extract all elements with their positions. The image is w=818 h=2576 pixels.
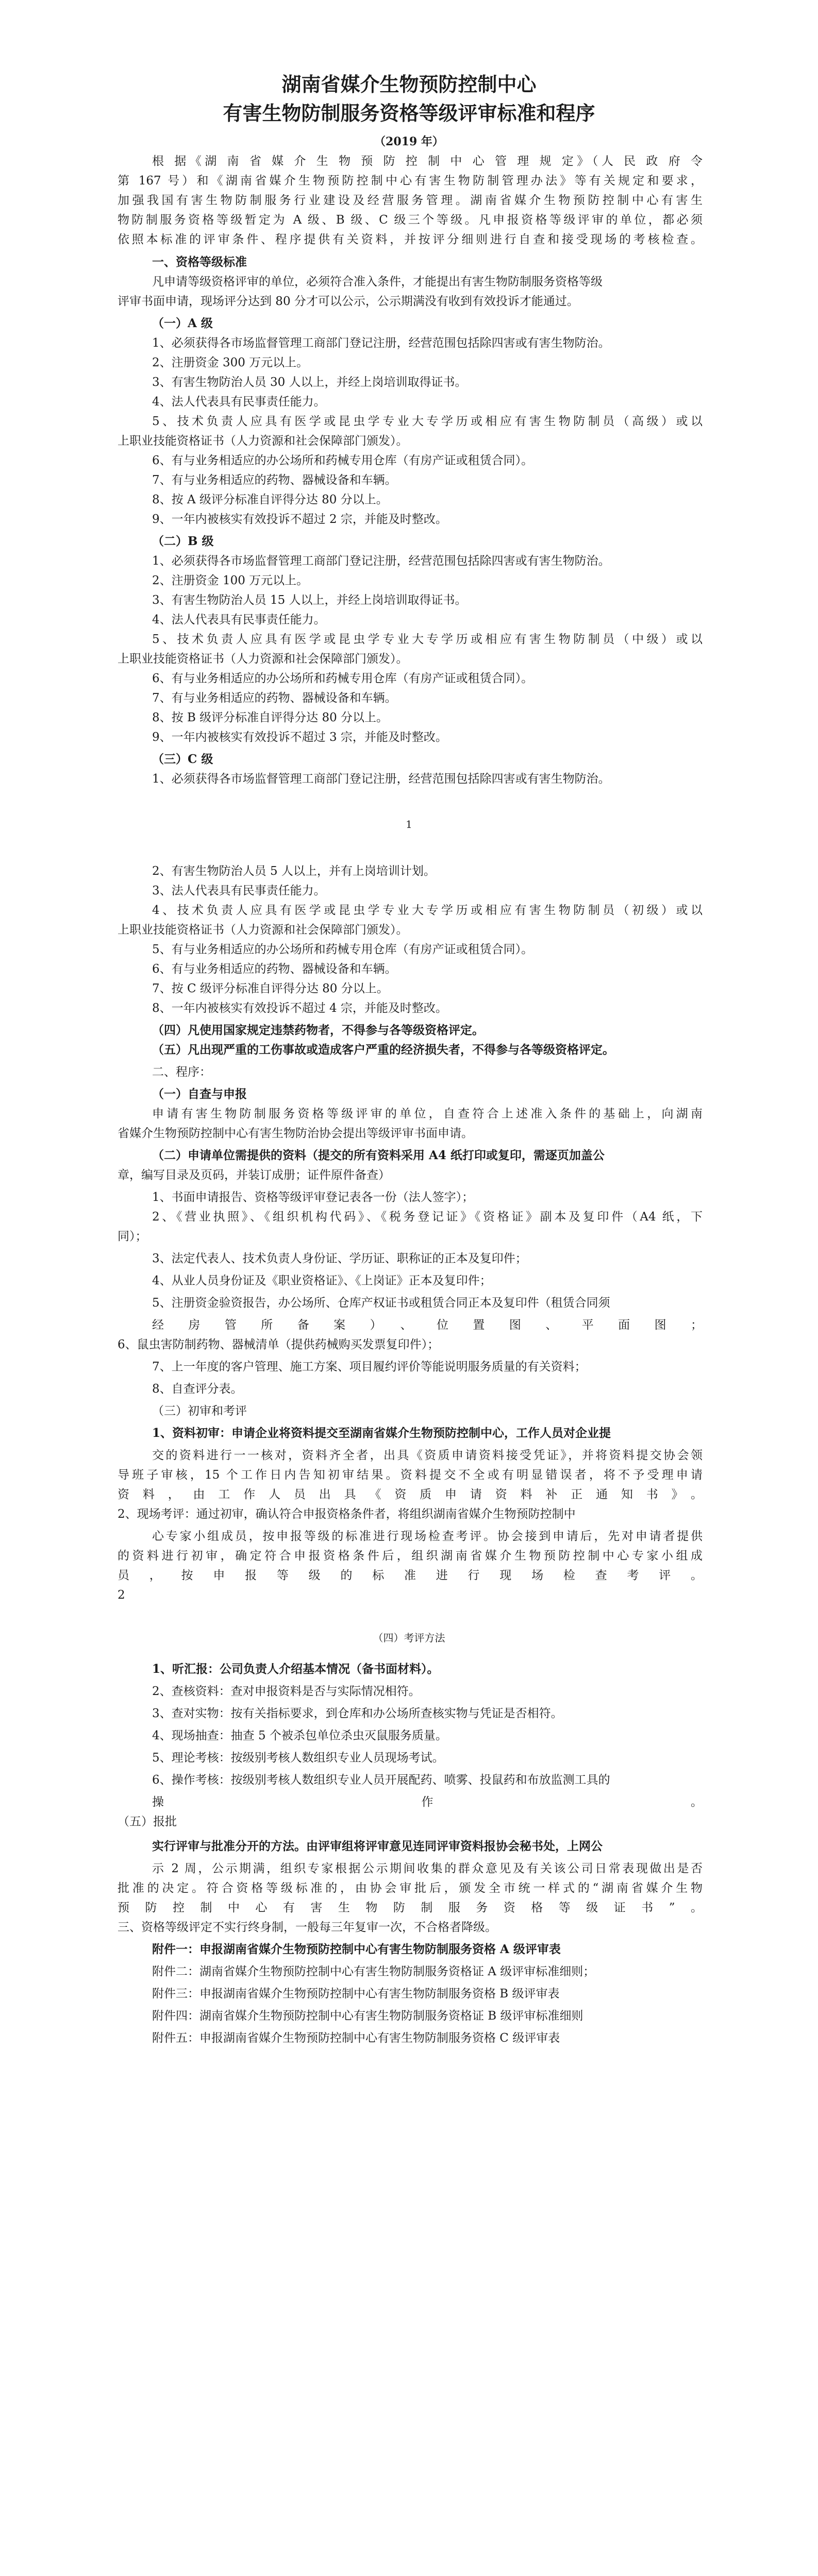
section-heading: 1、资料初审：申请企业将资料提交至湖南省媒介生物预防控制中心，工作人员对企业提 (152, 1426, 611, 1440)
paragraph-line: 评审书面申请，现场评分达到 80 分才可以公示，公示期满没有收到有效投诉才能通过。 (118, 295, 579, 308)
paragraph-line: 资料，由工作人员出具《资质申请资料补正通知书》。 (118, 1488, 703, 1501)
paragraph-line: 8、一年内被核实有效投诉不超过 4 宗，并能及时整改。 (152, 1002, 447, 1015)
paragraph-line: 1、书面申请报告、资格等级评审登记表各一份（法人签字）； (152, 1191, 474, 1204)
paragraph-line: （五）报批 (118, 1815, 177, 1828)
paragraph-line: 7、有与业务相适应的药物、器械设备和车辆。 (152, 473, 397, 487)
section-heading: （三）C 级 (152, 752, 213, 766)
paragraph-line: 凡申请等级资格评审的单位，必须符合准入条件，才能提出有害生物防制服务资格等级 (152, 275, 603, 289)
paragraph-line: 同）； (118, 1230, 147, 1243)
paragraph-line: 6、有与业务相适应的办公场所和药械专用仓库（有房产证或租赁合同）。 (152, 672, 533, 685)
paragraph-line: 上职业技能资格证书（人力资源和社会保障部门颁发）。 (118, 434, 408, 448)
section-heading: （二）申请单位需提供的资料（提交的所有资料采用 A4 纸打印或复印，需逐页加盖公 (152, 1148, 605, 1162)
paragraph-line: 3、查对实物：按有关指标要求，到仓库和办公场所查核实物与凭证是否相符。 (152, 1707, 563, 1720)
paragraph-line: 预防控制中心有害生物防制服务资格等级证书”。 (118, 1901, 703, 1914)
paragraph-line: 2、查核资料：查对申报资料是否与实际情况相符。 (152, 1685, 421, 1698)
paragraph-line: 6、有与业务相适应的办公场所和药械专用仓库（有房产证或租赁合同）。 (152, 454, 533, 467)
section-heading: （二）B 级 (152, 534, 214, 548)
page-number: 1 (406, 818, 412, 831)
paragraph-line: 2、《营业执照》、《组织机构代码》、《税务登记证》《资格证》副本及复印件（A4 纸，下 (152, 1210, 703, 1224)
paragraph-line: 3、有害生物防治人员 30 人以上，并经上岗培训取得证书。 (152, 376, 467, 389)
paragraph-line: 章，编写目录及页码，并装订成册；证件原件备查） (118, 1168, 390, 1182)
paragraph-line: 6、鼠虫害防制药物、器械清单（提供药械购买发票复印件）； (118, 1338, 440, 1351)
doc-title-line-2: 有害生物防制服务资格等级评审标准和程序 (223, 102, 595, 125)
paragraph-line: 6、有与业务相适应的药物、器械设备和车辆。 (152, 962, 397, 976)
paragraph-line: 批准的决定。符合资格等级标准的，由协会审批后，颁发全市统一样式的“湖南省媒介生物 (118, 1882, 703, 1895)
paragraph-line: 9、一年内被核实有效投诉不超过 2 宗，并能及时整改。 (152, 513, 447, 526)
paragraph-line: 8、自查评分表。 (152, 1382, 243, 1396)
paragraph-line: 9、一年内被核实有效投诉不超过 3 宗，并能及时整改。 (152, 731, 447, 744)
section-heading: （五）凡出现严重的工伤事故或造成客户严重的经济损失者，不得参与各等级资格评定。 (152, 1043, 614, 1057)
paragraph-line: 加强我国有害生物防制服务行业建设及经营服务管理。湖南省媒介生物预防控制中心有害生 (118, 194, 703, 207)
section-heading: 1、听汇报：公司负责人介绍基本情况（备书面材料）。 (152, 1662, 439, 1676)
paragraph-line: 4、法人代表具有民事责任能力。 (152, 395, 326, 409)
paragraph-line: 8、按 B 级评分标准自评得分达 80 分以上。 (152, 711, 389, 724)
section-heading: 一、资格等级标准 (152, 255, 247, 269)
paragraph-line: 6、操作考核：按级别考核人数组织专业人员开展配药、喷雾、投鼠药和布放监测工具的 (152, 1773, 610, 1787)
paragraph-line: 附件五：申报湖南省媒介生物预防控制中心有害生物防制服务资格 C 级评审表 (152, 2031, 560, 2045)
paragraph-line: 2、现场考评：通过初审，确认符合申报资格条件者，将组织湖南省媒介生物预防控制中 (118, 1507, 576, 1521)
paragraph-line: （三）初审和考评 (152, 1404, 247, 1418)
paragraph-line: 三、资格等级评定不实行终身制，一般每三年复审一次，不合格者降级。 (118, 1921, 497, 1934)
section-heading: 附件一：申报湖南省媒介生物预防控制中心有害生物防制服务资格 A 级评审表 (152, 1942, 561, 1956)
paragraph-line: 2、注册资金 300 万元以上。 (152, 356, 309, 369)
paragraph-line: 5、有与业务相适应的办公场所和药械专用仓库（有房产证或租赁合同）。 (152, 943, 533, 956)
paragraph-line: 3、法定代表人、技术负责人身份证、学历证、职称证的正本及复印件； (152, 1252, 527, 1265)
paragraph-line: 5、技术负责人应具有医学或昆虫学专业大专学历或相应有害生物防制员（中级）或以 (152, 633, 703, 646)
paragraph-line: 的资料进行初审，确定符合申报资格条件后，组织湖南省媒介生物预防控制中心专家小组成 (118, 1549, 703, 1563)
paragraph-line: 1、必须获得各市场监督管理工商部门登记注册，经营范围包括除四害或有害生物防治。 (152, 554, 610, 568)
paragraph-line: 依照本标准的评审条件、程序提供有关资料，并按评分细则进行自查和接受现场的考核检查。 (118, 233, 703, 246)
section-heading: （一）自查与申报 (152, 1087, 247, 1101)
paragraph-line: 3、有害生物防治人员 15 人以上，并经上岗培训取得证书。 (152, 594, 467, 607)
paragraph-line: 1、必须获得各市场监督管理工商部门登记注册，经营范围包括除四害或有害生物防治。 (152, 772, 610, 786)
paragraph-line: 2、有害生物防治人员 5 人以上，并有上岗培训计划。 (152, 865, 436, 878)
paragraph-line: 5、技术负责人应具有医学或昆虫学专业大专学历或相应有害生物防制员（高级）或以 (152, 415, 703, 428)
paragraph-line: 申请有害生物防制服务资格等级评审的单位，自查符合上述准入条件的基础上，向湖南 (152, 1107, 703, 1121)
paragraph-line: 员，按申报等级的标准进行现场检查考评。 (118, 1569, 703, 1582)
paragraph-line: 上职业技能资格证书（人力资源和社会保障部门颁发）。 (118, 652, 408, 666)
paragraph-line: 二、程序： (152, 1065, 211, 1079)
paragraph-line: 物防制服务资格等级暂定为 A 级、B 级、C 级三个等级。凡申报资格等级评审的单位，都必须 (118, 213, 703, 227)
paragraph-line: 7、按 C 级评分标准自评得分达 80 分以上。 (152, 982, 389, 995)
paragraph-line: 5、理论考核：按级别考核人数组织专业人员现场考试。 (152, 1751, 444, 1765)
paragraph-line: 2、注册资金 100 万元以上。 (152, 574, 309, 587)
paragraph-line: 4、现场抽查：抽查 5 个被杀包单位杀虫灭鼠服务质量。 (152, 1729, 447, 1742)
paragraph-line: 上职业技能资格证书（人力资源和社会保障部门颁发）。 (118, 923, 408, 937)
paragraph-line: 第 167 号）和《湖南省媒介生物预防控制中心有害生物防制管理办法》等有关规定和要求， (118, 174, 703, 188)
paragraph-line: 省媒介生物预防控制中心有害生物防治协会提出等级评审书面申请。 (118, 1127, 473, 1140)
paragraph-line: 4、技术负责人应具有医学或昆虫学专业大专学历或相应有害生物防制员（初级）或以 (152, 904, 703, 917)
section-heading: （四）凡使用国家规定违禁药物者，不得参与各等级资格评定。 (152, 1023, 484, 1037)
section-heading: 实行评审与批准分开的方法。由评审组将评审意见连同评审资料报协会秘书处，上网公 (152, 1839, 603, 1853)
paragraph-line: 心专家小组成员，按申报等级的标准进行现场检查考评。协会接到申请后，先对申请者提供 (152, 1530, 703, 1543)
paragraph-line: 5、注册资金验资报告，办公场所、仓库产权证书或租赁合同正本及复印件（租赁合同须 (152, 1296, 610, 1310)
paragraph-line: 交的资料进行一一核对，资料齐全者，出具《资质申请资料接受凭证》，并将资料提交协会领 (152, 1449, 703, 1462)
paragraph-line: 经房管所备案）、位置图、平面图； (152, 1318, 703, 1332)
paragraph-line: 导班子审核，15 个工作日内告知初审结果。资料提交不全或有明显错误者，将不予受理申请 (118, 1468, 703, 1482)
paragraph-line: 7、上一年度的客户管理、施工方案、项目履约评价等能说明服务质量的有关资料； (152, 1360, 587, 1374)
paragraph-line: 附件四：湖南省媒介生物预防控制中心有害生物防制服务资格证 B 级评审标准细则 (152, 2009, 583, 2023)
paragraph-line: 4、法人代表具有民事责任能力。 (152, 613, 326, 626)
paragraph-line: 根 据《湖 南 省 媒 介 生 物 预 防 控 制 中 心 管 理 规 定》（人 民 政 府 令 (152, 155, 703, 168)
paragraph-line: 附件二：湖南省媒介生物预防控制中心有害生物防制服务资格证 A 级评审标准细则； (152, 1965, 595, 1978)
paragraph-line: 7、有与业务相适应的药物、器械设备和车辆。 (152, 691, 397, 705)
paragraph-line: 1、必须获得各市场监督管理工商部门登记注册，经营范围包括除四害或有害生物防治。 (152, 336, 610, 350)
section-heading: （一）A 级 (152, 316, 213, 330)
paragraph-line: 附件三：申报湖南省媒介生物预防控制中心有害生物防制服务资格 B 级评审表 (152, 1987, 560, 2001)
paragraph-line: 操作。 (152, 1795, 703, 1809)
paragraph-line: 示 2 周，公示期满，组织专家根据公示期间收集的群众意见及有关该公司日常表现做出是否 (152, 1862, 703, 1875)
doc-title-line-1: 湖南省媒介生物预防控制中心 (281, 73, 537, 96)
paragraph-line: 8、按 A 级评分标准自评得分达 80 分以上。 (152, 493, 388, 506)
doc-year: （2019 年） (374, 135, 444, 148)
page-number: （四）考评方法 (373, 1632, 445, 1644)
paragraph-line: 3、法人代表具有民事责任能力。 (152, 884, 326, 897)
paragraph-line: 2 (118, 1588, 125, 1602)
paragraph-line: 4、从业人员身份证及《职业资格证》、《上岗证》正本及复印件； (152, 1274, 492, 1287)
